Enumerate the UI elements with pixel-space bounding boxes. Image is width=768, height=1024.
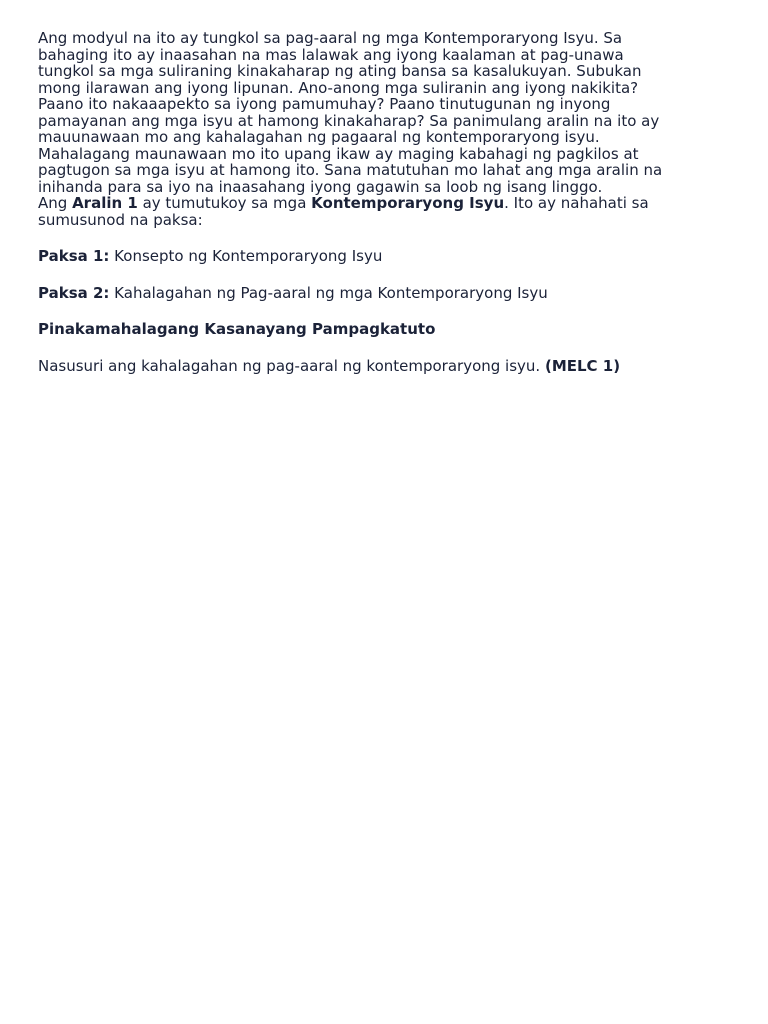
aralin-label: Aralin 1 <box>72 194 138 212</box>
paksa-2-text: Kahalagahan ng Pag-aaral ng mga Kontemporaryong Isyu <box>109 283 548 302</box>
paksa-2 <box>38 285 730 302</box>
aralin-text: Ang <box>38 194 73 212</box>
paksa-1-label: Paksa 1: <box>38 247 110 265</box>
aralin-sentence <box>38 195 730 212</box>
intro-line: bahaging ito ay inaasahan na mas lalawak ang iyong kaalaman at pag-unawa <box>38 45 624 64</box>
intro-line: Ang modyul na ito ay tungkol sa pag-aaral ng mga Kontemporaryong Isyu. Sa <box>38 29 623 47</box>
intro-line: pamayanan ang mga isyu at hamong kinakaharap? Sa panimulang aralin na ito ay <box>38 111 660 130</box>
intro-line: inihanda para sa iyo na inaasahang iyong gagawin sa loob ng isang linggo. <box>38 177 603 196</box>
melc-statement <box>38 358 730 375</box>
intro-line: tungkol sa mga suliraning kinakaharap ng ating bansa sa kasalukuyan. Subukan <box>38 62 642 80</box>
aralin-text: ay tumutukoy sa mga <box>137 194 312 212</box>
intro-line: pagtugon sa mga isyu at hamong ito. Sana matutuhan mo lahat ang mga aralin na <box>38 161 663 179</box>
melc-heading <box>38 321 730 338</box>
melc-code: (MELC 1) <box>544 356 621 375</box>
melc-text: Nasusuri ang kahalagahan ng pag-aaral ng kontemporaryong isyu. <box>38 356 545 375</box>
intro-line: mong ilarawan ang iyong lipunan. Ano-anong mga suliranin ang iyong nakikita? <box>38 78 639 97</box>
intro-paragraph <box>38 30 730 228</box>
intro-line: Mahalagang maunawaan mo ito upang ikaw ay maging kabahagi ng pagkilos at <box>38 144 639 163</box>
intro-line: Paano ito nakaaapekto sa iyong pamumuhay? Paano tinutugunan ng inyong <box>38 95 611 113</box>
kontemporaryong-isyu-label: Kontemporaryong Isyu <box>311 194 505 212</box>
aralin-sentence-continued: sumusunod na paksa: <box>38 210 203 229</box>
paksa-1 <box>38 248 730 265</box>
paksa-2-label: Paksa 2: <box>38 283 110 302</box>
aralin-text: . Ito ay nahahati sa <box>504 194 649 212</box>
paksa-1-text: Konsepto ng Kontemporaryong Isyu <box>109 247 383 265</box>
intro-line: mauunawaan mo ang kahalagahan ng pagaaral ng kontemporaryong isyu. <box>38 128 600 146</box>
melc-heading-text: Pinakamahalagang Kasanayang Pampagkatuto <box>38 320 436 338</box>
